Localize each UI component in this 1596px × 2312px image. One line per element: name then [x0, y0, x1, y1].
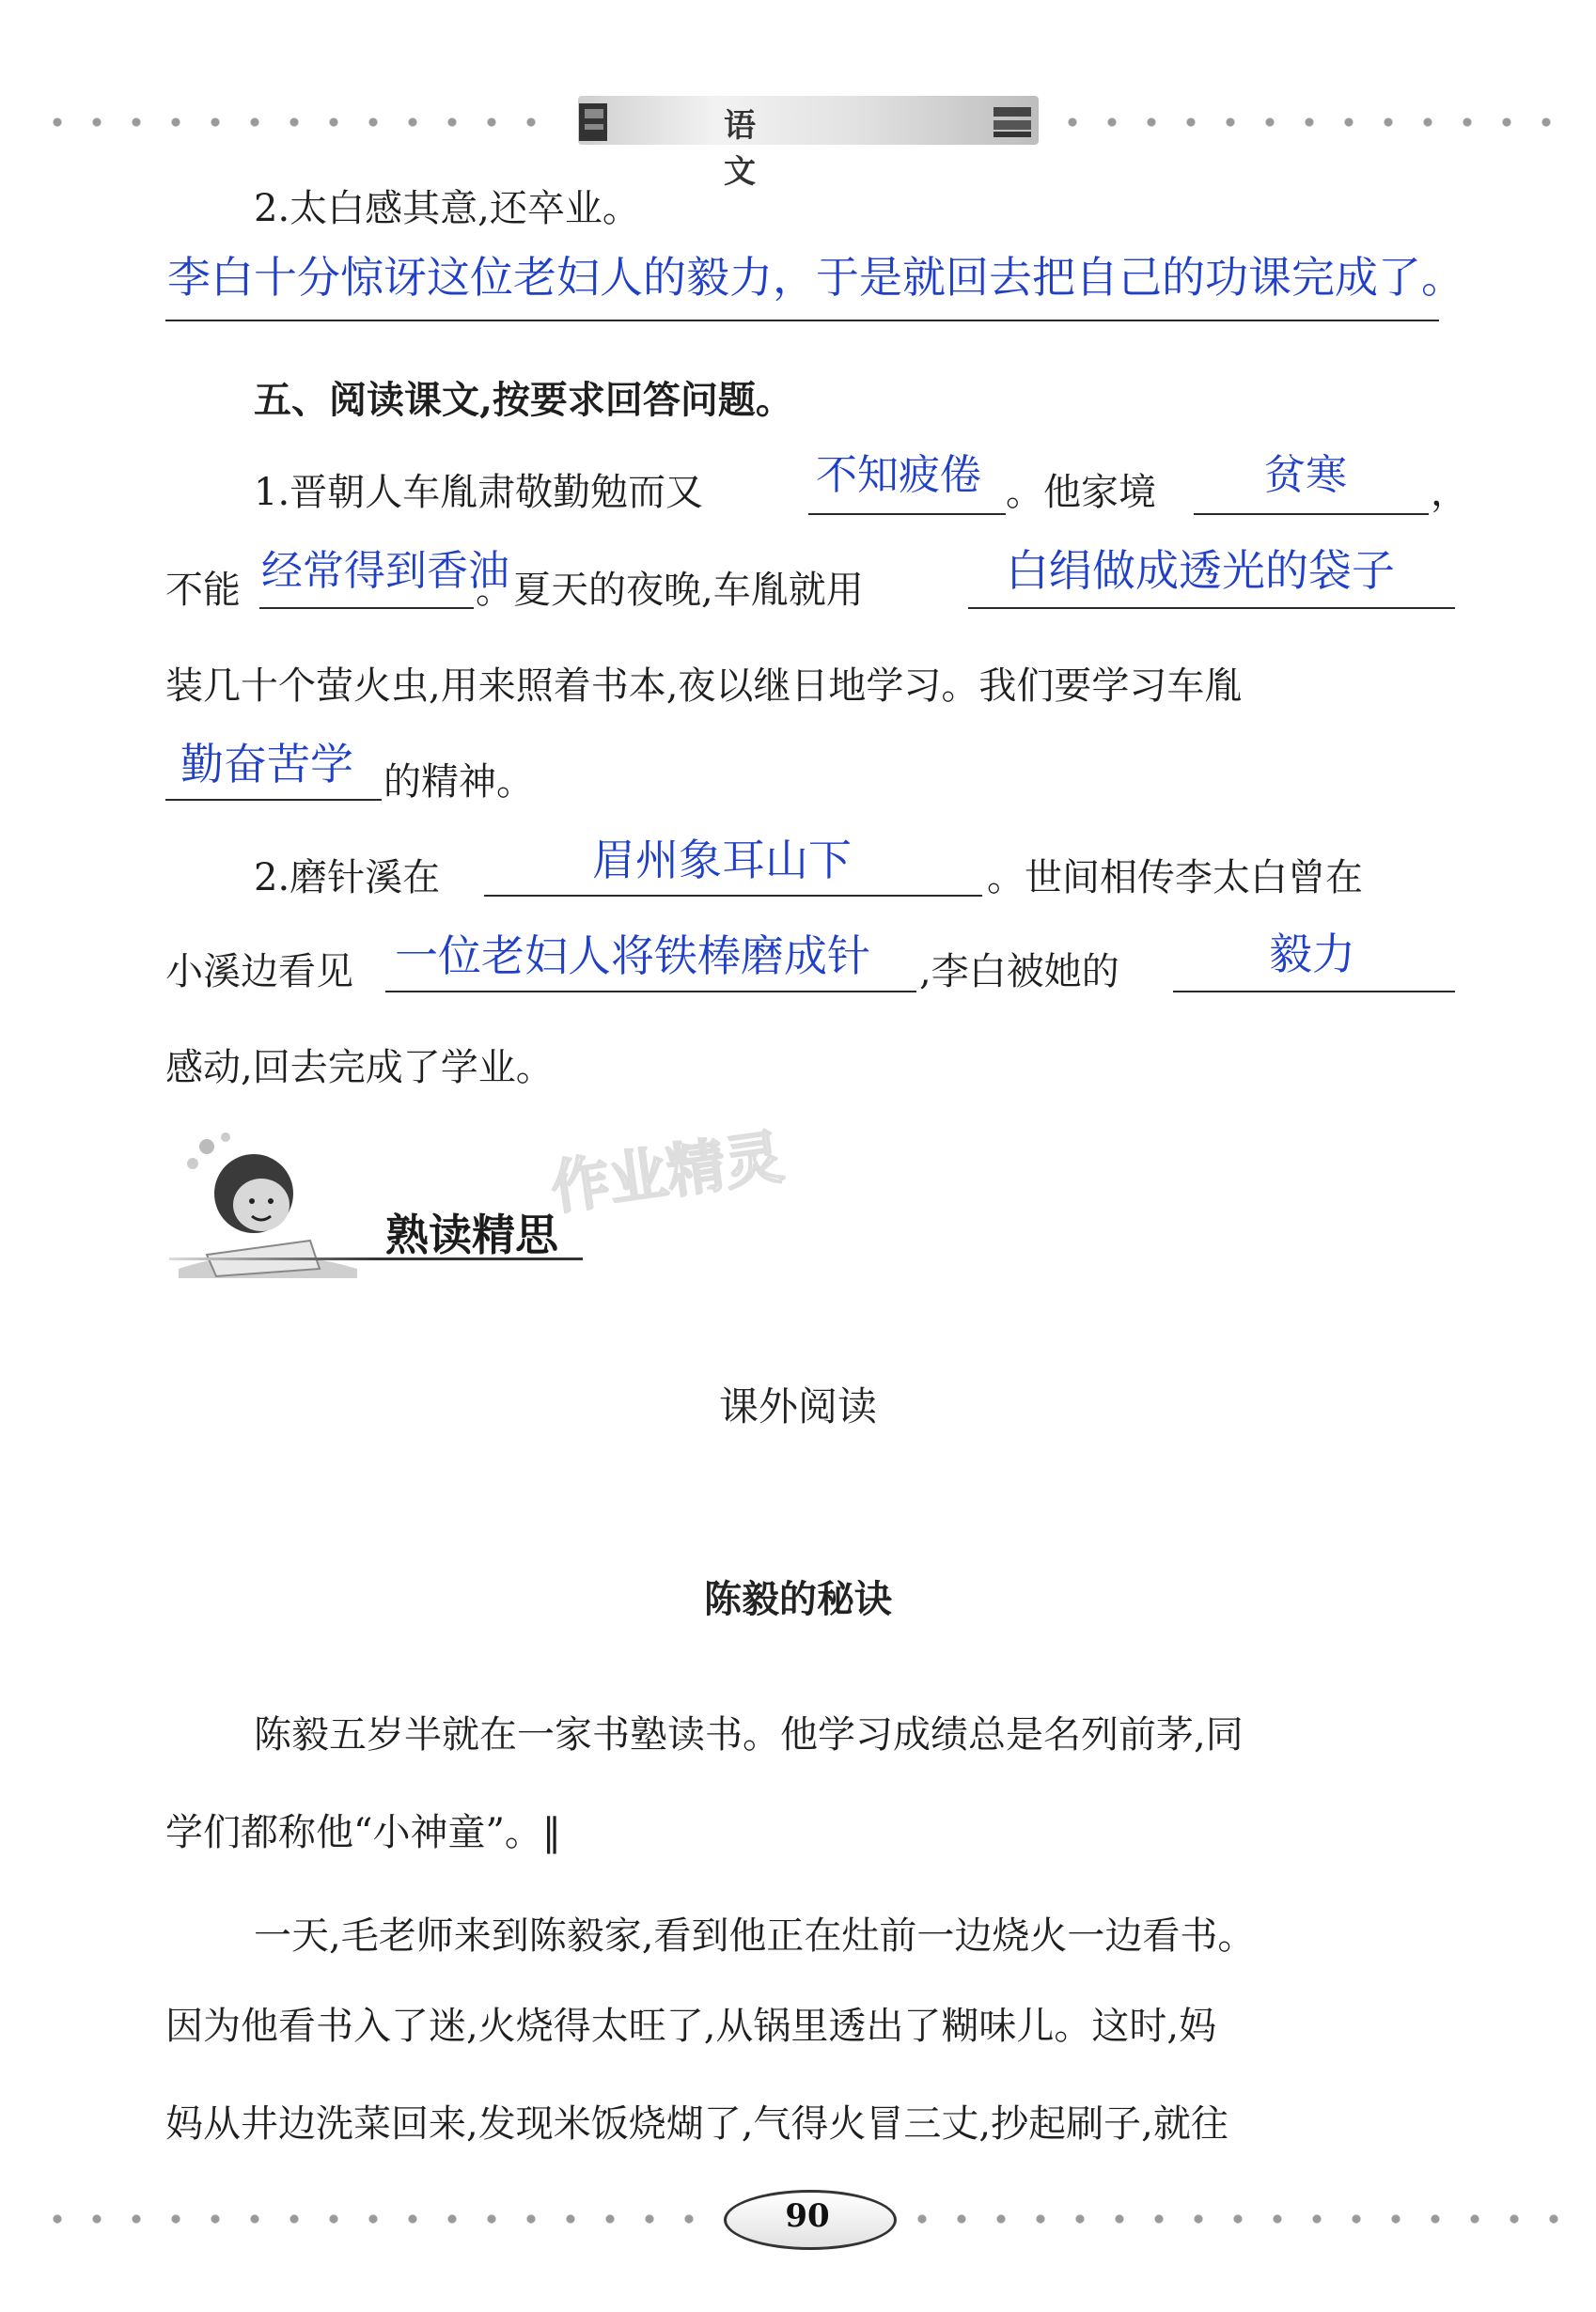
watermark-text: 作业精灵	[546, 1122, 788, 1223]
q2-blank-c-line	[1173, 991, 1455, 992]
book-icon-right	[992, 103, 1035, 141]
q1-blank-b: 贫寒	[1264, 451, 1347, 499]
header-dots-left	[38, 117, 564, 127]
page-number: 90	[785, 2197, 830, 2235]
q1-text-f: 装几十个萤火虫,用来照着书本,夜以继日地学习。我们要学习车胤	[165, 664, 1243, 708]
q2-blank-a-line	[484, 895, 982, 897]
q1-blank-a: 不知疲倦	[816, 451, 981, 499]
q4-2-prompt: 2.太白感其意,还卒业。	[254, 187, 640, 230]
story-paragraph-3: 一天,毛老师来到陈毅家,看到他正在灶前一边烧火一边看书。	[254, 1914, 1256, 1958]
footer-dots-right	[902, 2214, 1560, 2224]
q1-blank-e: 勤奋苦学	[180, 739, 353, 789]
q2-blank-b: 一位老妇人将铁棒磨成针	[395, 930, 870, 981]
q1-blank-b-line	[1194, 513, 1429, 515]
header-dots-right	[1053, 117, 1560, 127]
q2-text-e: 感动,回去完成了学业。	[165, 1046, 554, 1089]
q1-blank-c: 经常得到香油	[261, 547, 509, 595]
story-title: 陈毅的秘诀	[704, 1577, 892, 1621]
story-paragraph-4: 因为他看书入了迷,火烧得太旺了,从锅里透出了糊味儿。这时,妈	[165, 2005, 1217, 2048]
reading-girl-illustration	[169, 1128, 376, 1278]
q2-blank-a: 眉州象耳山下	[592, 835, 852, 885]
q1-blank-d-line	[968, 607, 1455, 609]
q1-text-c: ，	[1431, 471, 1468, 514]
q4-2-answer: 李白十分惊讶这位老妇人的毅力，于是就回去把自己的功课完成了。	[167, 252, 1464, 303]
q1-text-d: 不能	[165, 569, 241, 612]
footer-dots-left	[38, 2214, 714, 2224]
q2-blank-b-line	[385, 991, 916, 992]
q2-text-b: 。世间相传李太白曾在	[987, 856, 1363, 899]
story-paragraph-5: 妈从井边洗菜回来,发现米饭烧煳了,气得火冒三丈,抄起刷子,就往	[165, 2102, 1228, 2146]
story-paragraph-2: 学们都称他“小神童”。‖	[165, 1811, 561, 1854]
q4-2-answer-line	[165, 320, 1439, 321]
q2-blank-c: 毅力	[1269, 929, 1355, 979]
q1-text-b: 。他家境	[1006, 471, 1156, 514]
book-stack-icon	[575, 98, 615, 143]
q1-blank-e-line	[165, 799, 382, 801]
q1-text-e: 。夏天的夜晚,车胤就用	[476, 569, 864, 612]
q1-blank-c-line	[259, 607, 474, 609]
story-paragraph-1: 陈毅五岁半就在一家书塾读书。他学习成绩总是名列前茅,同	[254, 1713, 1244, 1757]
q2-text-d: ,李白被她的	[919, 950, 1119, 993]
q1-text-g: 的精神。	[383, 760, 534, 804]
q1-text-a: 1.晋朝人车胤肃敬勤勉而又	[254, 471, 704, 514]
q1-blank-a-line	[808, 513, 1006, 515]
badge-title: 熟读精思	[385, 1210, 558, 1260]
section5-title: 五、阅读课文,按要求回答问题。	[254, 378, 793, 422]
extra-reading-heading: 课外阅读	[718, 1383, 877, 1429]
header-subject: 语 文	[724, 107, 793, 191]
q1-blank-d: 白绢做成透光的袋子	[1006, 545, 1395, 596]
q2-text-c: 小溪边看见	[165, 950, 353, 993]
q2-text-a: 2.磨针溪在	[254, 856, 441, 899]
